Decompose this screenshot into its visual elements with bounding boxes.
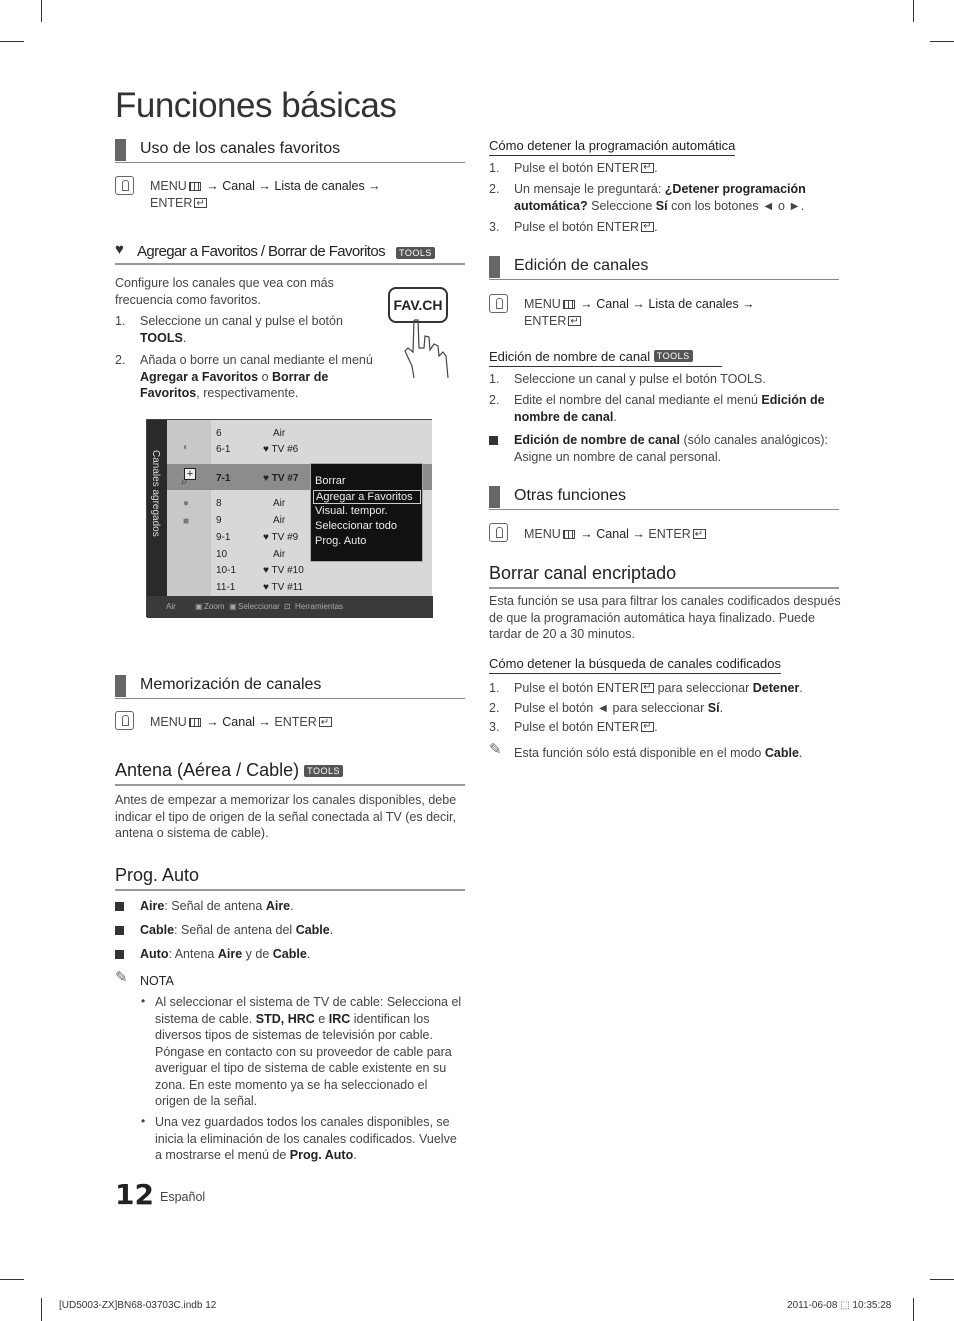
step-number: 2. <box>115 353 126 367</box>
screen-icons <box>167 420 211 596</box>
channel-number: 8 <box>216 498 222 509</box>
channel-name: Air <box>273 515 286 526</box>
tools-badge: TOOLS <box>304 765 343 777</box>
channel-name: ♥ TV #7 <box>263 473 299 484</box>
section-bar <box>115 675 126 697</box>
add-icon: + <box>184 468 196 480</box>
stop-step-3: Pulse el botón ENTER↵ . <box>514 219 658 236</box>
menu-hand-icon <box>115 711 134 730</box>
enter-icon <box>641 683 654 693</box>
menu-hand-icon <box>489 523 508 542</box>
channel-name: Air <box>273 428 286 439</box>
enter-icon <box>194 198 207 208</box>
tools-icon: ⊡ <box>284 602 291 611</box>
crop-mark <box>913 1298 914 1321</box>
footer-zoom: Zoom <box>204 602 225 611</box>
prog-bullet-2: Cable: Señal de antena del Cable. <box>140 923 334 937</box>
channel-name: ♥ TV #6 <box>263 444 299 455</box>
crop-mark <box>930 1279 954 1280</box>
channel-number: 10-1 <box>216 565 237 576</box>
footer-air: Air <box>166 602 176 611</box>
add-favorites-header <box>115 243 465 265</box>
enc-step-2: Pulse el botón ◄ para seleccionar Sí. <box>514 701 724 715</box>
channel-number: 9 <box>216 515 222 526</box>
popup-item[interactable]: Seleccionar todo <box>315 520 397 532</box>
antena-text: Antes de empezar a memorizar los canales disponibles, debe indicar el tipo de origen de la señal conectada al TV (es decir, antena o sistema de cable). <box>115 793 457 840</box>
encrypted-header: Borrar canal encriptado <box>489 563 839 589</box>
tools-badge: TOOLS <box>654 350 693 362</box>
popup-item[interactable]: Visual. tempor. <box>315 505 388 517</box>
channel-name: ♥ TV #10 <box>263 565 304 576</box>
section-bar <box>489 256 500 278</box>
menu-icon <box>563 530 575 539</box>
crop-mark <box>930 41 954 42</box>
step-number: 2. <box>489 182 500 196</box>
enter-icon <box>641 163 654 173</box>
page-title: Funciones básicas <box>115 86 397 125</box>
menu-path: MENU → Canal → ENTER↵ <box>150 714 332 731</box>
bullet-dot: • <box>141 1114 146 1128</box>
step-number: 1. <box>489 161 500 175</box>
section-bar <box>489 486 500 508</box>
language-label: Español <box>160 1190 206 1204</box>
channel-name: Air <box>273 498 286 509</box>
note-pencil-icon: ✎ <box>115 969 128 986</box>
channel-name: ♥ TV #9 <box>263 532 299 543</box>
channel-number: 7-1 <box>216 473 231 484</box>
enter-icon <box>641 222 654 232</box>
screen-sidebar <box>147 420 167 596</box>
channel-name: Air <box>273 549 286 560</box>
heart-icon: ♥ <box>115 241 124 258</box>
enter-icon <box>641 722 654 732</box>
crop-mark <box>0 41 24 42</box>
section-other-functions <box>489 486 839 510</box>
popup-item[interactable]: Borrar <box>315 475 346 487</box>
popup-item-selected[interactable]: Agregar a Favoritos <box>313 490 421 504</box>
step-number: 1. <box>489 372 500 386</box>
prog-auto-header: Prog. Auto <box>115 865 465 891</box>
footer-tools: Herramientas <box>295 602 344 611</box>
hand-icon <box>400 318 460 380</box>
bullet-square <box>115 926 124 935</box>
section-favorites <box>115 139 465 163</box>
step-number: 3. <box>489 220 500 234</box>
enter-icon <box>568 316 581 326</box>
prog-bullet-1: Aire: Señal de antena Aire. <box>140 899 294 913</box>
bullet-square <box>115 902 124 911</box>
note-2: Una vez guardados todos los canales disponibles, se inicia la eliminación de los canales codificados. Vuelve a mostrarse el menú de Prog. Auto. <box>155 1115 457 1162</box>
fav-step-2: Añada o borre un canal mediante el menú Agregar a Favoritos o Borrar de Favoritos, respectivamente. <box>140 353 373 400</box>
edit-bullet: Edición de nombre de canal (sólo canales analógicos): Asigne un nombre de canal personal. <box>514 433 829 464</box>
section-heading: Uso de los canales favoritos <box>140 140 341 157</box>
menu-icon <box>189 182 201 191</box>
crop-mark <box>913 0 914 22</box>
tools-popup-menu <box>310 463 423 562</box>
stop-step-1: Pulse el botón ENTER↵ . <box>514 160 658 177</box>
fav-intro: Configure los canales que vea con más frecuencia como favoritos. <box>115 276 334 307</box>
menu-path: MENU → Canal → Lista de canales → ENTER↵ <box>150 178 440 212</box>
menu-path: MENU → Canal → ENTER↵ <box>524 526 706 543</box>
prog-bullet-3: Auto: Antena Aire y de Cable. <box>140 947 311 961</box>
enc-step-1: Pulse el botón ENTER↵ para seleccionar Detener. <box>514 680 803 697</box>
edit-name-heading: Edición de nombre de canal TOOLS <box>489 349 722 367</box>
menu-hand-icon <box>489 294 508 313</box>
note-1: Al seleccionar el sistema de TV de cable: Selecciona el sistema de cable. STD, HRC e IRC identifican los diversos tipos de sistemas de televisión por cable. Póngase en contacto con su proveedor de cable para averiguar el tipo de sistema de cable existente en su zona. En este momento ya se ha seleccionado el origen de la señal. <box>155 995 462 1108</box>
tv-icon: ■ <box>183 516 190 527</box>
fav-ch-button: FAV.CH <box>388 287 448 323</box>
globe-icon: ● <box>183 498 190 509</box>
step-number: 2. <box>489 393 500 407</box>
popup-item[interactable]: Prog. Auto <box>315 535 367 547</box>
enter-icon <box>693 529 706 539</box>
step-number: 1. <box>489 681 500 695</box>
stop-auto-heading: Cómo detener la programación automática <box>489 138 735 156</box>
step-number: 3. <box>489 720 500 734</box>
menu-path: MENU → Canal → Lista de canales → ENTER↵ <box>524 296 755 330</box>
section-heading: Edición de canales <box>514 257 649 274</box>
note-pencil-icon: ✎ <box>489 741 502 758</box>
channel-number: 9-1 <box>216 532 231 543</box>
section-bar <box>115 139 126 161</box>
print-date: 2011-06-08 ⬚ 10:35:28 <box>787 1300 892 1311</box>
tv-screen <box>146 419 432 617</box>
encrypted-text: Esta función se usa para filtrar los canales codificados después de que la programación automática haya finalizado. Puede tardar de 20 a 30 minutos. <box>489 594 841 641</box>
footer-select: Seleccionar <box>238 602 280 611</box>
stop-step-2: Un mensaje le preguntará: ¿Detener programación automática? Seleccione Sí con los botones ◄ o ►. <box>514 182 806 213</box>
channel-number: 6 <box>216 428 222 439</box>
select-icon: ▣ <box>229 602 237 611</box>
section-heading: Memorización de canales <box>140 676 322 693</box>
edit-step-1: Seleccione un canal y pulse el botón TOOLS. <box>514 372 766 386</box>
channel-number: 10 <box>216 549 228 560</box>
antenna-icon: ◐ <box>183 442 190 453</box>
crop-mark <box>41 0 42 22</box>
fav-step-1: Seleccione un canal y pulse el botón TOOLS. <box>140 314 343 345</box>
crop-mark <box>41 1298 42 1321</box>
crop-mark <box>0 1279 24 1280</box>
section-memorization <box>115 675 465 699</box>
note-label: NOTA <box>140 974 174 988</box>
menu-hand-icon <box>115 176 134 195</box>
section-edit-channels <box>489 256 839 280</box>
subsection-heading: Agregar a Favoritos / Borrar de Favoritos <box>137 243 386 260</box>
antena-header: Antena (Aérea / Cable) TOOLS <box>115 760 465 786</box>
zoom-icon: ▣ <box>195 602 203 611</box>
section-heading: Otras funciones <box>514 487 627 504</box>
step-number: 2. <box>489 701 500 715</box>
sidebar-label: Canales agregados <box>150 450 161 537</box>
screen-footer <box>147 596 433 618</box>
menu-icon <box>563 300 575 309</box>
channel-number: 11-1 <box>216 582 236 593</box>
edit-step-2: Edite el nombre del canal mediante el menú Edición de nombre de canal. <box>514 393 825 424</box>
bullet-square <box>489 436 498 445</box>
enc-note: Esta función sólo está disponible en el modo Cable. <box>514 746 803 760</box>
stop-encrypted-heading: Cómo detener la búsqueda de canales codificados <box>489 656 781 674</box>
step-number: 1. <box>115 314 126 328</box>
channel-name: ♥ TV #11 <box>263 582 304 593</box>
menu-icon <box>189 718 201 727</box>
bullet-square <box>115 950 124 959</box>
enc-step-3: Pulse el botón ENTER↵ . <box>514 719 658 736</box>
file-name: [UD5003-ZX]BN68-03703C.indb 12 <box>59 1300 217 1311</box>
channel-number: 6-1 <box>216 444 231 455</box>
bullet-dot: • <box>141 994 146 1008</box>
tools-badge: TOOLS <box>396 247 435 259</box>
page-number: 12 <box>115 1178 154 1211</box>
search-icon: ⌕ <box>181 474 188 488</box>
enter-icon <box>319 717 332 727</box>
